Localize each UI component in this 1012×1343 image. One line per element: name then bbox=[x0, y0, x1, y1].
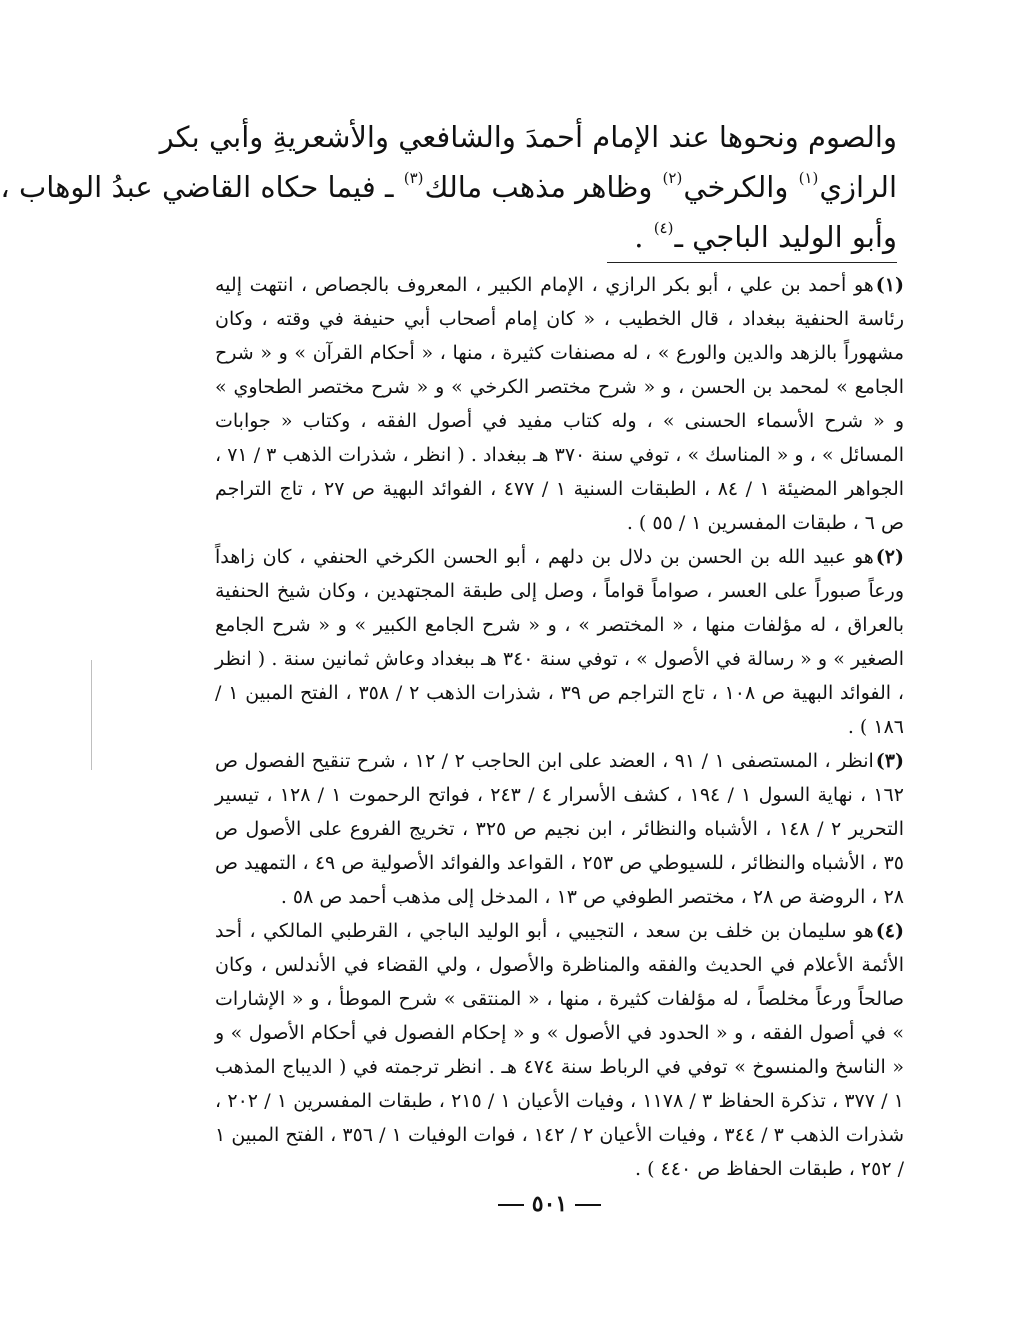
footnote-text: هو أحمد بن علي ، أبو بكر الرازي ، الإمام الكبير ، المعروف بالجصاص ، انتهت إليه رئاسة الحنفية ببغداد ، قال الخطيب ، « كان إمام أصحاب أبي حنيفة في وقته ، وكان مشهوراً بالزهد والدين والورع » ، له مصنفات كثيرة ، منها ، « أحكام القرآن » و « شرح الجامع » لمحمد بن الحسن ، و « شرح مختصر الكرخي » و « شرح مختصر الطحاوي » و « شرح الأسماء الحسنى » ، وله كتاب مفيد في أصول الفقه ، وكتاب « جوابات المسائل » ، و « المناسك » ، توفي سنة ٣٧٠ هـ ببغداد . ( انظر ، شذرات الذهب ٣ / ٧١ ، الجواهر المضيئة ١ / ٨٤ ، الطبقات السنية ١ / ٤٧٧ ، الفوائد البهية ص ٢٧ ، تاج التراجم ص ٦ ، طبقات المفسرين ١ / ٥٥ ) . bbox=[215, 274, 905, 534]
footnote-2 bbox=[215, 540, 904, 744]
page-number bbox=[87, 1191, 1012, 1217]
text-segment: وظاهر مذهب مالك bbox=[424, 170, 662, 204]
footnote-4 bbox=[215, 914, 904, 1186]
footnote-text: هو سليمان بن خلف بن سعد ، التجيبي ، أبو الوليد الباجي ، القرطبي المالكي ، أحد الأئمة الأعلام في الحديث والفقه والمناظرة والأصول ، ولي القضاء في الأندلس ، وكان صالحاً ورعاً مخلصاً ، له مؤلفات كثيرة ، منها ، « المنتقى » شرح الموطأ ، و « الإشارات » في أصول الفقه ، و « الحدود في الأصول » و « إحكام الفصول في أحكام الأصول » و « الناسخ والمنسوخ » توفي في الرباط سنة ٤٧٤ هـ . انظر ترجمته في ( الديباج المذهب ١ / ٣٧٧ ، تذكرة الحفاظ ٣ / ١١٧٨ ، وفيات الأعيان ١ / ٢١٥ ، طبقات المفسرين ١ / ٢٠٢ ، شذرات الذهب ٣ / ٣٤٤ ، وفيات الأعيان ٢ / ١٤٢ ، فوات الوفيات ١ / ٣٥٦ ، الفتح المبين ١ / ٢٥٢ ، طبقات الحفاظ ص ٤٤٠ ) . bbox=[215, 920, 905, 1180]
text-segment: والكرخي bbox=[683, 170, 798, 204]
footnote-separator bbox=[607, 262, 897, 263]
text-segment: الرازي bbox=[819, 170, 897, 204]
page-number-dash bbox=[498, 1204, 524, 1206]
footnote-ref-3[interactable]: (٣) bbox=[403, 169, 424, 187]
main-body-text bbox=[0, 112, 897, 262]
scan-margin-mark bbox=[91, 660, 92, 770]
text-segment: وأبو الوليد الباجي ـ bbox=[674, 220, 897, 254]
footnote-ref-2[interactable]: (٢) bbox=[662, 169, 683, 187]
page-number-dash bbox=[575, 1204, 601, 1206]
footnote-3 bbox=[215, 744, 904, 914]
footnote-number: (٣) bbox=[875, 750, 905, 772]
main-line-1: والصوم ونحوها عند الإمام أحمدَ والشافعي والأشعريةِ وأبي بكر bbox=[159, 120, 897, 154]
footnote-ref-4[interactable]: (٤) bbox=[653, 219, 674, 237]
footnotes-section bbox=[215, 268, 904, 1186]
main-line-3 bbox=[215, 212, 897, 262]
footnote-text: هو عبيد الله بن الحسن بن دلال بن دلهم ، أبو الحسن الكرخي الحنفي ، كان زاهداً ورعاً صبوراً على العسر ، صواماً قواماً ، وصل إلى طبقة المجتهدين ، وكان شيخ الحنفية بالعراق ، له مؤلفات منها ، « المختصر » ، و « شرح الجامع الكبير » و « شرح الجامع الصغير » و « رسالة في الأصول » ، توفي سنة ٣٤٠ هـ ببغداد وعاش ثمانين سنة . ( انظر ، الفوائد البهية ص ١٠٨ ، تاج التراجم ص ٣٩ ، شذرات الذهب ٢ / ٣٥٨ ، الفتح المبين ١ / ١٨٦ ) . bbox=[215, 546, 905, 738]
footnote-ref-1[interactable]: (١) bbox=[798, 169, 819, 187]
page-number-value: ٥٠١ bbox=[531, 1191, 568, 1217]
text-segment: ـ فيما حكاه القاضي عبدُ الوهاب ، bbox=[0, 170, 403, 204]
footnote-number: (٢) bbox=[875, 546, 904, 568]
footnote-number: (١) bbox=[875, 274, 904, 296]
footnote-number: (٤) bbox=[875, 920, 904, 942]
main-line-2 bbox=[0, 162, 897, 212]
footnote-text: انظر ، المستصفى ١ / ٩١ ، العضد على ابن الحاجب ٢ / ١٢ ، شرح تنقيح الفصول ص ١٦٢ ، نهاية السول ١ / ١٩٤ ، كشف الأسرار ٤ / ٢٤٣ ، فواتح الرحموت ١ / ١٢٨ ، تيسير التحرير ٢ / ١٤٨ ، الأشباه والنظائر ، ابن نجيم ص ٣٢٥ ، تخريج الفروع على الأصول ص ٣٥ ، الأشباه والنظائر ، للسيوطي ص ٢٥٣ ، القواعد والفوائد الأصولية ص ٤٩ ، التمهيد ص ٢٨ ، الروضة ص ٢٨ ، مختصر الطوفي ص ١٣ ، المدخل إلى مذهب أحمد ص ٥٨ . bbox=[215, 750, 904, 908]
footnote-1 bbox=[215, 268, 904, 540]
text-segment: . bbox=[634, 220, 653, 254]
